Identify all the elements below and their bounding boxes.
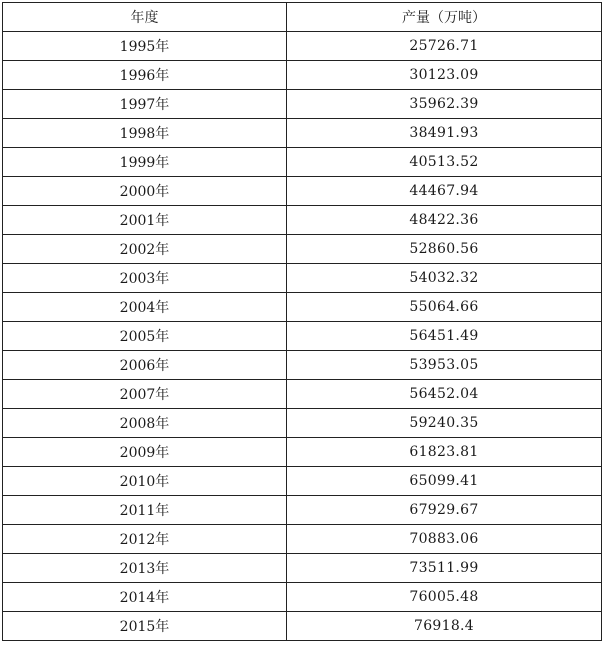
- table-row: [3, 554, 602, 583]
- output-cell: 65099.41: [287, 467, 602, 496]
- year-column-header: 年度: [3, 3, 287, 32]
- year-cell: 2010年: [3, 467, 287, 496]
- table-row: [3, 32, 602, 61]
- table-row: [3, 119, 602, 148]
- year-cell: 2002年: [3, 235, 287, 264]
- output-cell: 38491.93: [287, 119, 602, 148]
- year-cell: 1997年: [3, 90, 287, 119]
- output-cell: 56452.04: [287, 380, 602, 409]
- year-cell: 1999年: [3, 148, 287, 177]
- output-cell: 30123.09: [287, 61, 602, 90]
- table-row: [3, 264, 602, 293]
- table-row: [3, 351, 602, 380]
- output-cell: 53953.05: [287, 351, 602, 380]
- year-cell: 2007年: [3, 380, 287, 409]
- year-cell: 2005年: [3, 322, 287, 351]
- table-header-row: [3, 3, 602, 32]
- year-cell: 2001年: [3, 206, 287, 235]
- table-row: [3, 148, 602, 177]
- year-cell: 2013年: [3, 554, 287, 583]
- output-cell: 73511.99: [287, 554, 602, 583]
- output-cell: 25726.71: [287, 32, 602, 61]
- output-cell: 59240.35: [287, 409, 602, 438]
- output-cell: 35962.39: [287, 90, 602, 119]
- table-row: [3, 467, 602, 496]
- output-column-header: 产量（万吨）: [287, 3, 602, 32]
- year-cell: 2003年: [3, 264, 287, 293]
- table-row: [3, 583, 602, 612]
- year-cell: 2015年: [3, 612, 287, 641]
- year-cell: 2009年: [3, 438, 287, 467]
- output-cell: 70883.06: [287, 525, 602, 554]
- output-cell: 56451.49: [287, 322, 602, 351]
- table-row: [3, 612, 602, 641]
- year-cell: 1996年: [3, 61, 287, 90]
- output-cell: 55064.66: [287, 293, 602, 322]
- output-cell: 76005.48: [287, 583, 602, 612]
- table-body: [3, 32, 602, 641]
- output-cell: 52860.56: [287, 235, 602, 264]
- table-row: [3, 293, 602, 322]
- year-cell: 1995年: [3, 32, 287, 61]
- year-cell: 1998年: [3, 119, 287, 148]
- output-cell: 76918.4: [287, 612, 602, 641]
- table-row: [3, 409, 602, 438]
- year-cell: 2011年: [3, 496, 287, 525]
- output-cell: 67929.67: [287, 496, 602, 525]
- output-cell: 48422.36: [287, 206, 602, 235]
- table-row: [3, 235, 602, 264]
- table-row: [3, 380, 602, 409]
- table-row: [3, 525, 602, 554]
- year-cell: 2004年: [3, 293, 287, 322]
- output-cell: 40513.52: [287, 148, 602, 177]
- output-cell: 54032.32: [287, 264, 602, 293]
- production-table: [2, 2, 602, 641]
- table-row: [3, 90, 602, 119]
- table-row: [3, 177, 602, 206]
- table-row: [3, 496, 602, 525]
- table-row: [3, 61, 602, 90]
- year-cell: 2008年: [3, 409, 287, 438]
- table-row: [3, 322, 602, 351]
- table-row: [3, 206, 602, 235]
- year-cell: 2000年: [3, 177, 287, 206]
- output-cell: 61823.81: [287, 438, 602, 467]
- output-cell: 44467.94: [287, 177, 602, 206]
- table-row: [3, 438, 602, 467]
- year-cell: 2006年: [3, 351, 287, 380]
- year-cell: 2012年: [3, 525, 287, 554]
- year-cell: 2014年: [3, 583, 287, 612]
